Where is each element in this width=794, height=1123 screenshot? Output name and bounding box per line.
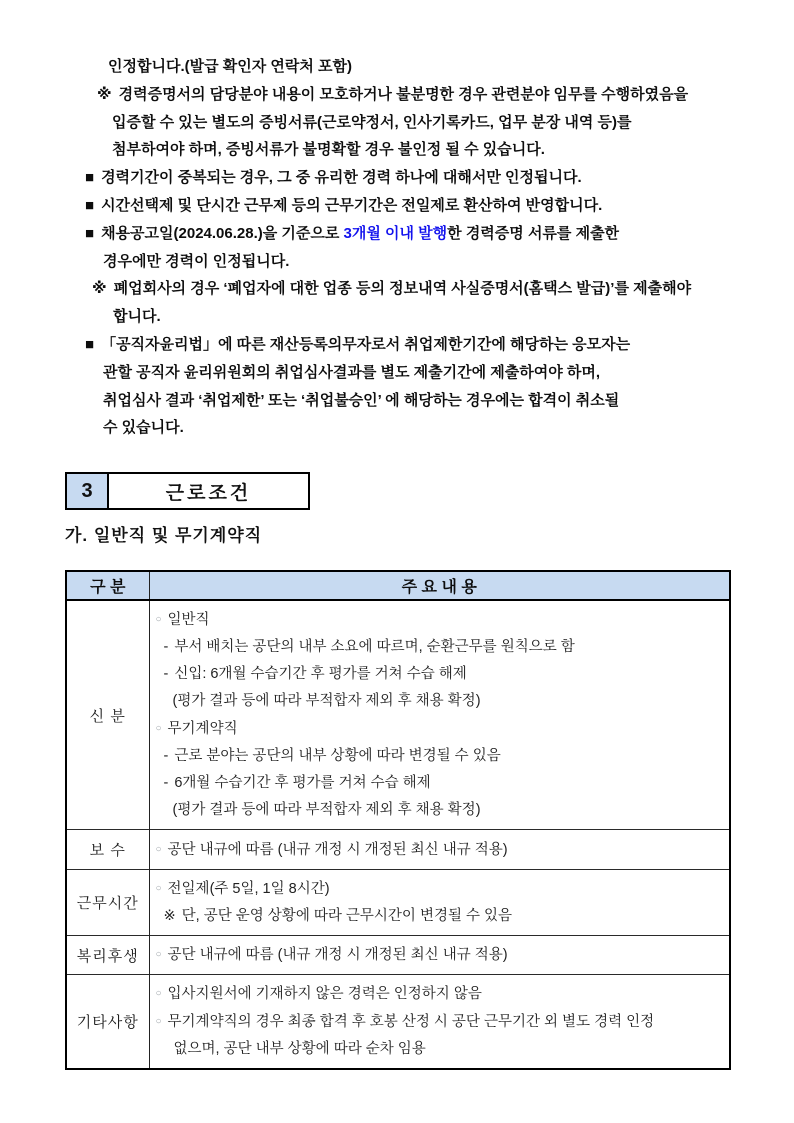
text-segment: 경력기간이 중복되는 경우, 그 중 유리한 경력 하나에 대해서만 인정됩니다. <box>101 169 582 187</box>
text-line <box>164 743 722 770</box>
text-segment: 공단 내규에 따름 (내규 개정 시 개정된 최신 내규 적용) <box>167 947 508 963</box>
square-bullet-marker: ■ <box>85 335 95 353</box>
text-segment: 관할 공직자 윤리위원회의 취업심사결과를 별도 제출기간에 제출하여야 하며, <box>103 363 601 381</box>
circle-bullet-marker: ○ <box>155 988 162 999</box>
circle-bullet-marker: ○ <box>155 614 162 625</box>
row-label-welfare: 복리후생 <box>66 936 149 975</box>
text-line <box>156 715 722 743</box>
text-segment: 채용공고일(2024.06.28.)을 기준으로 <box>101 224 344 242</box>
text-segment: 한 경력증명 서류를 제출한 <box>447 224 620 242</box>
text-line <box>103 414 780 442</box>
table-row-welfare <box>66 936 730 975</box>
row-label-pay: 보 수 <box>66 830 149 870</box>
table-header-row <box>66 571 730 600</box>
text-line <box>112 109 780 137</box>
text-line <box>85 192 780 220</box>
text-line <box>112 136 780 164</box>
section-title: 근로조건 <box>165 482 252 504</box>
text-line <box>156 980 722 1008</box>
text-line <box>85 220 780 248</box>
text-line <box>92 275 780 303</box>
row-content-working-hours <box>149 870 730 936</box>
circle-bullet-marker: ○ <box>155 843 162 855</box>
row-content-pay <box>149 830 730 870</box>
text-segment: 합니다. <box>113 308 161 326</box>
row-label-status: 신 분 <box>66 600 149 830</box>
row-content-status <box>149 600 730 830</box>
text-line <box>156 606 722 634</box>
square-bullet-marker: ■ <box>85 196 95 214</box>
reference-mark: ※ <box>97 85 112 103</box>
text-line <box>173 797 722 824</box>
text-segment: 일반직 <box>167 612 210 628</box>
text-segment: 수 있습니다. <box>103 419 184 437</box>
table-row-working-hours <box>66 870 730 936</box>
text-segment: 경우에만 경력이 인정됩니다. <box>103 252 290 270</box>
text-segment: 무기계약직 <box>167 721 238 737</box>
text-segment: 공단 내규에 따름 (내규 개정 시 개정된 최신 내규 적용) <box>167 841 508 858</box>
text-line <box>173 688 722 715</box>
circle-bullet-marker: ○ <box>155 1016 162 1027</box>
circle-bullet-marker: ○ <box>155 883 162 894</box>
reference-mark: ※ <box>163 908 176 924</box>
table-row-pay <box>66 830 730 870</box>
text-segment: 경력증명서의 담당분야 내용이 모호하거나 불분명한 경우 관련분야 임무를 수행하였음을 <box>118 85 689 103</box>
text-segment: 부서 배치는 공단의 내부 소요에 따르며, 순환근무를 원칙으로 함 <box>174 639 575 655</box>
table-row-other <box>66 975 730 1070</box>
text-segment: 전일제(주 5일, 1일 8시간) <box>167 881 330 897</box>
highlighted-text: 3개월 이내 발행 <box>343 224 448 242</box>
square-bullet-marker: ■ <box>85 224 95 242</box>
dash-marker: - <box>163 666 169 682</box>
text-line <box>164 661 722 688</box>
reference-mark: ※ <box>92 280 107 298</box>
row-label-other: 기타사항 <box>66 975 149 1070</box>
text-line <box>156 836 722 864</box>
text-segment: 입증할 수 있는 별도의 증빙서류(근로약정서, 인사기록카드, 업무 분장 내역 등)를 <box>112 113 632 131</box>
row-content-welfare <box>149 936 730 975</box>
text-line <box>108 53 780 81</box>
circle-bullet-marker: ○ <box>155 723 162 734</box>
dash-marker: - <box>163 639 169 655</box>
circle-bullet-marker: ○ <box>155 949 162 960</box>
text-segment: 무기계약직의 경우 최종 합격 후 호봉 산정 시 공단 근무기간 외 별도 경력 인정 <box>167 1014 655 1030</box>
text-line <box>85 164 780 192</box>
text-line <box>156 875 722 903</box>
text-line <box>174 1036 722 1063</box>
text-segment: 첨부하여야 하며, 증빙서류가 불명확할 경우 불인정 될 수 있습니다. <box>112 141 545 159</box>
text-segment: 없으며, 공단 내부 상황에 따라 순차 임용 <box>173 1041 426 1057</box>
text-segment: 폐업회사의 경우 ‘폐업자에 대한 업종 등의 정보내역 사실증명서(홈택스 발급)’를 제출해야 <box>113 280 692 298</box>
table-row-status <box>66 600 730 830</box>
text-line <box>156 941 722 969</box>
text-segment: 단, 공단 운영 상황에 따라 근무시간이 변경될 수 있음 <box>181 908 513 924</box>
text-line <box>103 359 780 387</box>
text-line <box>103 248 780 276</box>
section-number: 3 <box>67 474 109 508</box>
text-line <box>156 1008 722 1036</box>
text-line <box>97 81 780 109</box>
subsection-heading: 가. 일반직 및 무기계약직 <box>65 526 263 545</box>
working-conditions-table <box>65 570 731 1070</box>
text-segment: 인정합니다.(발급 확인자 연락처 포함) <box>108 58 353 75</box>
text-line <box>103 387 780 415</box>
text-line <box>113 303 780 331</box>
text-segment: 입사지원서에 기재하지 않은 경력은 인정하지 않음 <box>167 986 482 1002</box>
text-segment: 신입: 6개월 수습기간 후 평가를 거쳐 수습 해제 <box>174 666 467 682</box>
square-bullet-marker: ■ <box>85 169 95 187</box>
text-segment: 취업심사 결과 ‘취업제한’ 또는 ‘취업불승인’ 에 해당하는 경우에는 합격이 취소될 <box>103 391 620 409</box>
row-content-other <box>149 975 730 1070</box>
text-line <box>164 634 722 661</box>
row-label-working-hours: 근무시간 <box>66 870 149 936</box>
section-header <box>65 472 310 510</box>
text-segment: (평가 결과 등에 따라 부적합자 제외 후 채용 확정) <box>172 693 481 709</box>
text-line <box>164 903 722 930</box>
text-segment: 6개월 수습기간 후 평가를 거쳐 수습 해제 <box>174 775 431 791</box>
text-segment: 「공직자윤리법」에 따른 재산등록의무자로서 취업제한기간에 해당하는 응모자는 <box>101 335 631 353</box>
text-segment: 시간선택제 및 단시간 근무제 등의 근무기간은 전일제로 환산하여 반영합니다. <box>101 196 603 214</box>
dash-marker: - <box>163 748 169 764</box>
dash-marker: - <box>163 775 169 791</box>
text-segment: 근로 분야는 공단의 내부 상황에 따라 변경될 수 있음 <box>174 748 501 764</box>
text-segment: (평가 결과 등에 따라 부적합자 제외 후 채용 확정) <box>172 802 481 818</box>
intro-notes <box>65 53 780 442</box>
column-header-category: 구 분 <box>66 571 149 600</box>
text-line <box>164 770 722 797</box>
text-line <box>85 331 780 359</box>
column-header-main-content: 주 요 내 용 <box>149 571 730 600</box>
